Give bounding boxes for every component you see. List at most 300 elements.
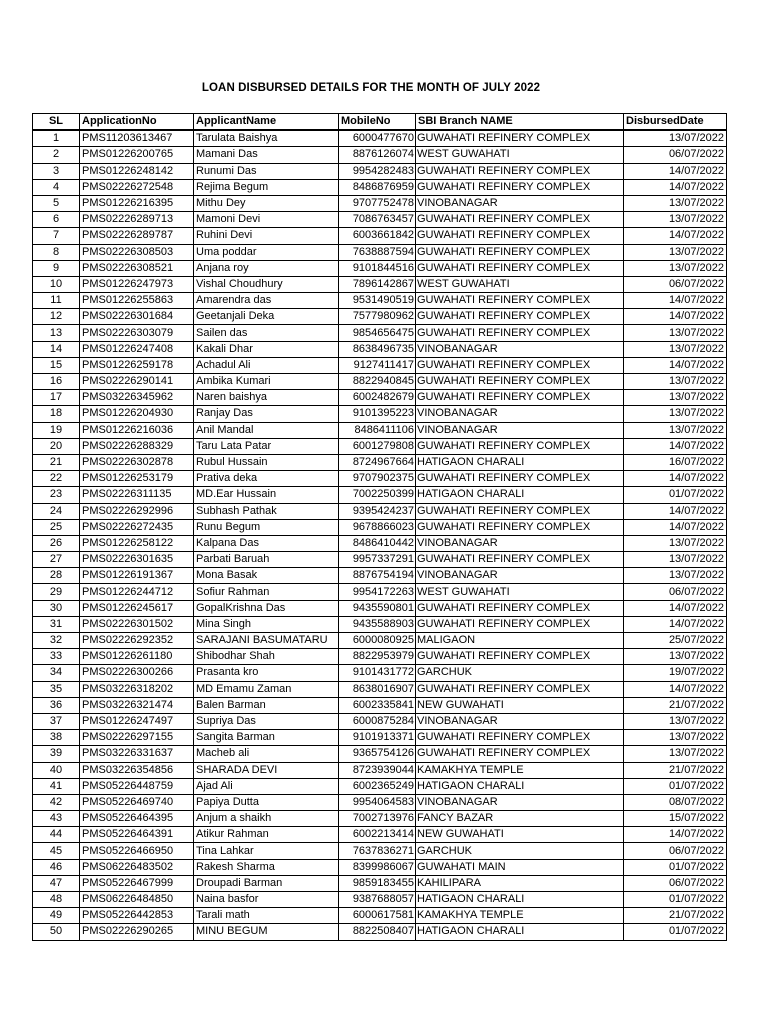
table-row [33,244,727,260]
cell-disbursed-date: 06/07/2022 [624,584,727,600]
cell-disbursed-date: 01/07/2022 [624,924,727,940]
cell-sl: 46 [33,859,80,875]
cell-disbursed-date: 15/07/2022 [624,811,727,827]
cell-applicant-name: Mona Basak [194,568,339,584]
table-row [33,228,727,244]
cell-application-no: PMS01226216395 [80,195,194,211]
cell-disbursed-date: 14/07/2022 [624,357,727,373]
cell-mobile-no: 9101844516 [339,260,416,276]
header-application-no: ApplicationNo [80,114,194,131]
cell-application-no: PMS05226466950 [80,843,194,859]
cell-mobile-no: 8486411106 [339,422,416,438]
cell-mobile-no: 6001279808 [339,438,416,454]
cell-branch: GUWAHATI REFINERY COMPLEX [416,471,624,487]
cell-sl: 21 [33,454,80,470]
cell-sl: 22 [33,471,80,487]
cell-sl: 37 [33,713,80,729]
cell-application-no: PMS05226467999 [80,875,194,891]
cell-sl: 43 [33,811,80,827]
cell-application-no: PMS06226484850 [80,892,194,908]
cell-application-no: PMS02226297155 [80,730,194,746]
cell-applicant-name: Mamoni Devi [194,212,339,228]
cell-branch: VINOBANAGAR [416,713,624,729]
cell-application-no: PMS02226301635 [80,552,194,568]
cell-sl: 4 [33,179,80,195]
cell-branch: HATIGAON CHARALI [416,487,624,503]
cell-applicant-name: Macheb ali [194,746,339,762]
table-row [33,406,727,422]
cell-branch: GUWAHATI REFINERY COMPLEX [416,357,624,373]
cell-sl: 5 [33,195,80,211]
cell-disbursed-date: 14/07/2022 [624,228,727,244]
cell-sl: 36 [33,697,80,713]
cell-application-no: PMS01226216036 [80,422,194,438]
cell-mobile-no: 9127411417 [339,357,416,373]
cell-applicant-name: Kalpana Das [194,535,339,551]
cell-sl: 35 [33,681,80,697]
table-body [33,130,727,940]
cell-mobile-no: 6000080925 [339,633,416,649]
table-row [33,859,727,875]
cell-application-no: PMS03226321474 [80,697,194,713]
cell-disbursed-date: 06/07/2022 [624,875,727,891]
cell-applicant-name: Naren baishya [194,390,339,406]
cell-applicant-name: Anjum a shaikh [194,811,339,827]
cell-branch: MALIGAON [416,633,624,649]
cell-disbursed-date: 14/07/2022 [624,681,727,697]
cell-disbursed-date: 14/07/2022 [624,600,727,616]
cell-disbursed-date: 13/07/2022 [624,195,727,211]
table-row [33,568,727,584]
cell-mobile-no: 9678866023 [339,519,416,535]
cell-application-no: PMS03226354856 [80,762,194,778]
cell-disbursed-date: 13/07/2022 [624,374,727,390]
cell-branch: GUWAHATI MAIN [416,859,624,875]
cell-mobile-no: 9954064583 [339,794,416,810]
cell-mobile-no: 6000617581 [339,908,416,924]
cell-application-no: PMS02226302878 [80,454,194,470]
cell-applicant-name: Mamani Das [194,147,339,163]
cell-application-no: PMS03226345962 [80,390,194,406]
cell-branch: GUWAHATI REFINERY COMPLEX [416,163,624,179]
table-row [33,730,727,746]
cell-application-no: PMS06226483502 [80,859,194,875]
cell-sl: 34 [33,665,80,681]
cell-mobile-no: 9395424237 [339,503,416,519]
cell-branch: WEST GUWAHATI [416,584,624,600]
cell-sl: 27 [33,552,80,568]
cell-branch: VINOBANAGAR [416,341,624,357]
cell-application-no: PMS05226442853 [80,908,194,924]
cell-mobile-no: 9707752478 [339,195,416,211]
cell-disbursed-date: 21/07/2022 [624,762,727,778]
cell-sl: 10 [33,276,80,292]
cell-sl: 16 [33,374,80,390]
cell-sl: 33 [33,649,80,665]
document-title [0,82,712,94]
cell-applicant-name: Supriya Das [194,713,339,729]
cell-applicant-name: Amarendra das [194,293,339,309]
cell-branch: VINOBANAGAR [416,422,624,438]
document-title-text: LOAN DISBURSED DETAILS FOR THE MONTH OF JULY 2022 [201,82,541,94]
cell-applicant-name: Rakesh Sharma [194,859,339,875]
cell-disbursed-date: 13/07/2022 [624,568,727,584]
cell-mobile-no: 9435590801 [339,600,416,616]
header-sl: SL [33,114,80,131]
cell-sl: 17 [33,390,80,406]
cell-mobile-no: 7002250399 [339,487,416,503]
table-row [33,471,727,487]
cell-disbursed-date: 01/07/2022 [624,487,727,503]
cell-application-no: PMS01226247408 [80,341,194,357]
cell-disbursed-date: 13/07/2022 [624,212,727,228]
cell-applicant-name: Ajad Ali [194,778,339,794]
cell-branch: FANCY BAZAR [416,811,624,827]
table-row [33,843,727,859]
cell-branch: WEST GUWAHATI [416,276,624,292]
cell-branch: GUWAHATI REFINERY COMPLEX [416,438,624,454]
cell-mobile-no: 8822940845 [339,374,416,390]
cell-sl: 25 [33,519,80,535]
cell-branch: GUWAHATI REFINERY COMPLEX [416,244,624,260]
table-row [33,746,727,762]
table-row [33,908,727,924]
cell-mobile-no: 9101431772 [339,665,416,681]
cell-mobile-no: 7638887594 [339,244,416,260]
cell-branch: VINOBANAGAR [416,794,624,810]
header-branch: SBI Branch NAME [416,114,624,131]
cell-disbursed-date: 13/07/2022 [624,390,727,406]
cell-disbursed-date: 13/07/2022 [624,422,727,438]
cell-disbursed-date: 14/07/2022 [624,519,727,535]
cell-mobile-no: 6003661842 [339,228,416,244]
cell-application-no: PMS01226247497 [80,713,194,729]
cell-mobile-no: 8638496735 [339,341,416,357]
cell-applicant-name: Tarali math [194,908,339,924]
cell-branch: GUWAHATI REFINERY COMPLEX [416,390,624,406]
cell-branch: GUWAHATI REFINERY COMPLEX [416,519,624,535]
cell-sl: 44 [33,827,80,843]
cell-mobile-no: 6000477670 [339,130,416,147]
cell-application-no: PMS02226289713 [80,212,194,228]
table-row [33,584,727,600]
cell-application-no: PMS05226464395 [80,811,194,827]
cell-branch: GUWAHATI REFINERY COMPLEX [416,325,624,341]
cell-sl: 11 [33,293,80,309]
cell-mobile-no: 6000875284 [339,713,416,729]
table-row [33,422,727,438]
cell-branch: VINOBANAGAR [416,195,624,211]
cell-sl: 32 [33,633,80,649]
cell-branch: GUWAHATI REFINERY COMPLEX [416,503,624,519]
header-disbursed-date: DisbursedDate [624,114,727,131]
table-row [33,535,727,551]
cell-disbursed-date: 13/07/2022 [624,260,727,276]
cell-disbursed-date: 13/07/2022 [624,406,727,422]
cell-application-no: PMS01226258122 [80,535,194,551]
cell-branch: GUWAHATI REFINERY COMPLEX [416,600,624,616]
cell-branch: HATIGAON CHARALI [416,778,624,794]
cell-branch: GUWAHATI REFINERY COMPLEX [416,212,624,228]
cell-applicant-name: Balen Barman [194,697,339,713]
cell-sl: 28 [33,568,80,584]
table-row [33,341,727,357]
cell-applicant-name: MD Emamu Zaman [194,681,339,697]
cell-sl: 20 [33,438,80,454]
cell-application-no: PMS01226245617 [80,600,194,616]
cell-applicant-name: Prasanta kro [194,665,339,681]
cell-disbursed-date: 19/07/2022 [624,665,727,681]
cell-mobile-no: 8399986067 [339,859,416,875]
cell-disbursed-date: 13/07/2022 [624,325,727,341]
cell-applicant-name: Droupadi Barman [194,875,339,891]
cell-mobile-no: 9101395223 [339,406,416,422]
cell-sl: 39 [33,746,80,762]
table-row [33,325,727,341]
cell-sl: 31 [33,616,80,632]
table-row [33,309,727,325]
cell-branch: KAMAKHYA TEMPLE [416,762,624,778]
cell-sl: 42 [33,794,80,810]
cell-mobile-no: 9101913371 [339,730,416,746]
cell-applicant-name: Runumi Das [194,163,339,179]
table-row [33,195,727,211]
cell-sl: 49 [33,908,80,924]
cell-application-no: PMS02226301684 [80,309,194,325]
cell-applicant-name: SARAJANI BASUMATARU [194,633,339,649]
cell-application-no: PMS01226255863 [80,293,194,309]
cell-sl: 13 [33,325,80,341]
cell-branch: VINOBANAGAR [416,535,624,551]
cell-applicant-name: GopalKrishna Das [194,600,339,616]
table-row [33,519,727,535]
table-row [33,163,727,179]
cell-application-no: PMS02226308521 [80,260,194,276]
cell-sl: 14 [33,341,80,357]
cell-mobile-no: 9854656475 [339,325,416,341]
cell-mobile-no: 9531490519 [339,293,416,309]
cell-sl: 19 [33,422,80,438]
cell-branch: GUWAHATI REFINERY COMPLEX [416,552,624,568]
cell-mobile-no: 8876754194 [339,568,416,584]
cell-disbursed-date: 14/07/2022 [624,503,727,519]
table-row [33,374,727,390]
cell-application-no: PMS03226331637 [80,746,194,762]
cell-disbursed-date: 25/07/2022 [624,633,727,649]
cell-applicant-name: Sailen das [194,325,339,341]
cell-branch: VINOBANAGAR [416,406,624,422]
cell-applicant-name: Ambika Kumari [194,374,339,390]
table-row [33,827,727,843]
cell-disbursed-date: 21/07/2022 [624,908,727,924]
cell-applicant-name: Papiya Dutta [194,794,339,810]
cell-applicant-name: Sofiur Rahman [194,584,339,600]
cell-disbursed-date: 14/07/2022 [624,471,727,487]
cell-sl: 38 [33,730,80,746]
cell-branch: KAMAKHYA TEMPLE [416,908,624,924]
header-row [33,114,727,131]
cell-sl: 48 [33,892,80,908]
cell-disbursed-date: 01/07/2022 [624,778,727,794]
cell-disbursed-date: 01/07/2022 [624,859,727,875]
cell-mobile-no: 8638016907 [339,681,416,697]
cell-applicant-name: Achadul Ali [194,357,339,373]
cell-application-no: PMS05226464391 [80,827,194,843]
cell-branch: NEW GUWAHATI [416,827,624,843]
table-row [33,293,727,309]
cell-applicant-name: Tarulata Baishya [194,130,339,147]
cell-mobile-no: 6002213414 [339,827,416,843]
table-row [33,924,727,940]
cell-disbursed-date: 06/07/2022 [624,843,727,859]
cell-sl: 26 [33,535,80,551]
cell-application-no: PMS01226253179 [80,471,194,487]
cell-branch: WEST GUWAHATI [416,147,624,163]
cell-mobile-no: 6002365249 [339,778,416,794]
cell-applicant-name: Prativa deka [194,471,339,487]
cell-application-no: PMS05226469740 [80,794,194,810]
cell-disbursed-date: 14/07/2022 [624,179,727,195]
table-row [33,794,727,810]
table-row [33,390,727,406]
cell-mobile-no: 8822953979 [339,649,416,665]
cell-mobile-no: 6002482679 [339,390,416,406]
cell-disbursed-date: 13/07/2022 [624,130,727,147]
table-row [33,147,727,163]
cell-applicant-name: Atikur Rahman [194,827,339,843]
cell-sl: 1 [33,130,80,147]
cell-disbursed-date: 13/07/2022 [624,535,727,551]
cell-branch: GUWAHATI REFINERY COMPLEX [416,681,624,697]
cell-application-no: PMS01226247973 [80,276,194,292]
cell-disbursed-date: 14/07/2022 [624,163,727,179]
cell-application-no: PMS02226308503 [80,244,194,260]
cell-mobile-no: 8723939044 [339,762,416,778]
table-row [33,454,727,470]
cell-sl: 18 [33,406,80,422]
table-row [33,438,727,454]
cell-application-no: PMS01226244712 [80,584,194,600]
cell-branch: GUWAHATI REFINERY COMPLEX [416,616,624,632]
table-row [33,697,727,713]
cell-mobile-no: 8486410442 [339,535,416,551]
cell-disbursed-date: 21/07/2022 [624,697,727,713]
table-row [33,212,727,228]
cell-applicant-name: Runu Begum [194,519,339,535]
cell-mobile-no: 9954172263 [339,584,416,600]
cell-disbursed-date: 13/07/2022 [624,552,727,568]
cell-sl: 41 [33,778,80,794]
cell-applicant-name: Vishal Choudhury [194,276,339,292]
cell-branch: GUWAHATI REFINERY COMPLEX [416,309,624,325]
cell-applicant-name: Sangita Barman [194,730,339,746]
table-header [33,114,727,131]
table-row [33,665,727,681]
table-row [33,616,727,632]
table-row [33,357,727,373]
cell-applicant-name: Rejima Begum [194,179,339,195]
cell-mobile-no: 9707902375 [339,471,416,487]
cell-mobile-no: 6002335841 [339,697,416,713]
cell-disbursed-date: 06/07/2022 [624,147,727,163]
cell-application-no: PMS02226272548 [80,179,194,195]
cell-branch: GUWAHATI REFINERY COMPLEX [416,179,624,195]
table-row [33,649,727,665]
cell-applicant-name: MINU BEGUM [194,924,339,940]
cell-disbursed-date: 13/07/2022 [624,713,727,729]
cell-applicant-name: Parbati Baruah [194,552,339,568]
table-row [33,762,727,778]
table-row [33,681,727,697]
cell-application-no: PMS02226290265 [80,924,194,940]
table-row [33,778,727,794]
cell-application-no: PMS02226289787 [80,228,194,244]
cell-branch: GUWAHATI REFINERY COMPLEX [416,260,624,276]
cell-disbursed-date: 14/07/2022 [624,293,727,309]
cell-sl: 47 [33,875,80,891]
cell-mobile-no: 7577980962 [339,309,416,325]
cell-mobile-no: 9435588903 [339,616,416,632]
cell-sl: 23 [33,487,80,503]
cell-application-no: PMS01226259178 [80,357,194,373]
table-row [33,503,727,519]
cell-branch: GUWAHATI REFINERY COMPLEX [416,374,624,390]
cell-disbursed-date: 13/07/2022 [624,730,727,746]
cell-mobile-no: 7637836271 [339,843,416,859]
cell-applicant-name: Tina Lahkar [194,843,339,859]
cell-disbursed-date: 13/07/2022 [624,341,727,357]
header-mobile-no: MobileNo [339,114,416,131]
cell-disbursed-date: 13/07/2022 [624,746,727,762]
cell-application-no: PMS02226303079 [80,325,194,341]
cell-branch: GUWAHATI REFINERY COMPLEX [416,228,624,244]
cell-mobile-no: 7896142867 [339,276,416,292]
cell-disbursed-date: 16/07/2022 [624,454,727,470]
table-row [33,875,727,891]
cell-disbursed-date: 06/07/2022 [624,276,727,292]
cell-applicant-name: Anjana roy [194,260,339,276]
cell-applicant-name: Geetanjali Deka [194,309,339,325]
cell-application-no: PMS11203613467 [80,130,194,147]
cell-sl: 8 [33,244,80,260]
cell-branch: GUWAHATI REFINERY COMPLEX [416,649,624,665]
cell-sl: 40 [33,762,80,778]
cell-sl: 3 [33,163,80,179]
cell-sl: 2 [33,147,80,163]
cell-mobile-no: 9954282483 [339,163,416,179]
cell-applicant-name: SHARADA DEVI [194,762,339,778]
cell-branch: NEW GUWAHATI [416,697,624,713]
cell-branch: GUWAHATI REFINERY COMPLEX [416,730,624,746]
cell-applicant-name: Uma poddar [194,244,339,260]
cell-applicant-name: MD.Ear Hussain [194,487,339,503]
table-row [33,713,727,729]
cell-application-no: PMS01226248142 [80,163,194,179]
cell-branch: GARCHUK [416,843,624,859]
cell-sl: 29 [33,584,80,600]
cell-application-no: PMS05226448759 [80,778,194,794]
cell-branch: GARCHUK [416,665,624,681]
table-row [33,811,727,827]
cell-mobile-no: 7086763457 [339,212,416,228]
cell-application-no: PMS01226204930 [80,406,194,422]
cell-mobile-no: 8724967664 [339,454,416,470]
cell-disbursed-date: 13/07/2022 [624,649,727,665]
cell-application-no: PMS02226311135 [80,487,194,503]
table-row [33,552,727,568]
cell-disbursed-date: 14/07/2022 [624,438,727,454]
cell-applicant-name: Mina Singh [194,616,339,632]
